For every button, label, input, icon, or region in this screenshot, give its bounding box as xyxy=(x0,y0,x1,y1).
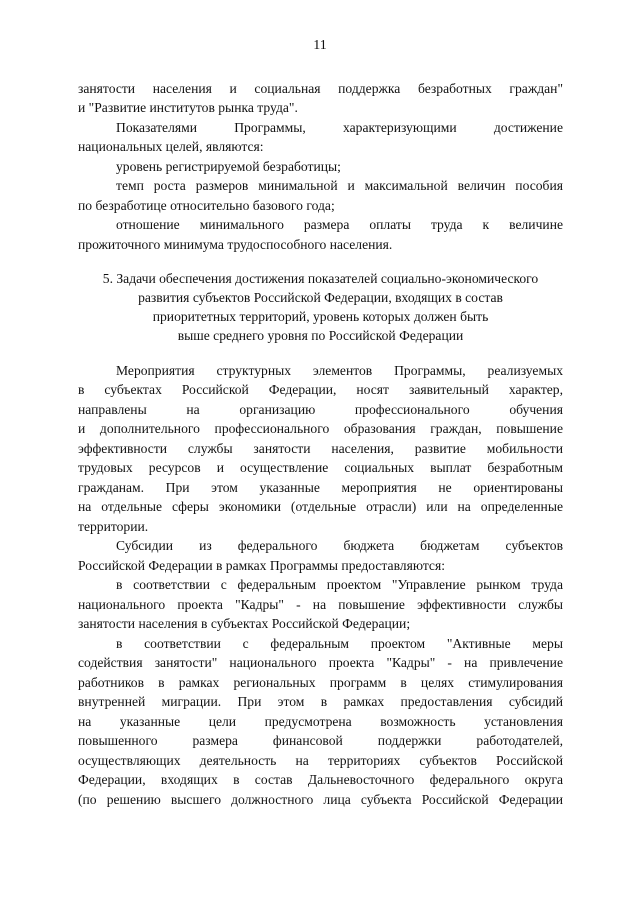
text-line: на отдельные сферы экономики (отдельные отрасли) или на определенные xyxy=(78,499,563,514)
text-line: работников в рамках региональных программ в целях стимулирования xyxy=(78,675,563,690)
text-line: прожиточного минимума трудоспособного населения. xyxy=(78,237,393,252)
text-line: трудовых ресурсов и осуществление социальных выплат безработным xyxy=(78,460,563,475)
text-line: на указанные цели предусмотрена возможность установления xyxy=(78,714,563,729)
text-line: (по решению высшего должностного лица субъекта Российской Федерации xyxy=(78,792,563,807)
text-line: Показателями Программы, характеризующими достижение xyxy=(116,120,563,135)
text-line: по безработице относительно базового года; xyxy=(78,198,335,213)
text-line: в субъектах Российской Федерации, носят заявительный характер, xyxy=(78,382,563,397)
section-heading-line: развития субъектов Российской Федерации, входящих в состав xyxy=(138,290,503,305)
section-heading-line: выше среднего уровня по Российской Федерации xyxy=(177,328,464,343)
text-line: отношение минимального размера оплаты труда к величине xyxy=(116,217,563,232)
text-line: темп роста размеров минимальной и максимальной величин пособия xyxy=(116,178,563,193)
text-line: в соответствии с федеральным проектом "Управление рынком труда xyxy=(116,577,563,592)
section-heading-line: 5. Задачи обеспечения достижения показателей социально-экономического xyxy=(102,271,539,286)
text-line: осуществляющих деятельность на территориях субъектов Российской xyxy=(78,753,563,768)
text-line: территории. xyxy=(78,519,149,534)
text-line: в соответствии с федеральным проектом "Активные меры xyxy=(116,636,563,651)
text-line: содействия занятости" национального проекта "Кадры" - на привлечение xyxy=(78,655,563,670)
section-heading-line: приоритетных территорий, уровень которых должен быть xyxy=(152,309,489,324)
text-line: Федерации, входящих в состав Дальневосточного федерального округа xyxy=(78,772,563,787)
text-line: национальных целей, являются: xyxy=(78,139,264,154)
text-line: эффективности службы занятости населения, развитие мобильности xyxy=(78,441,563,456)
text-line: внутренней миграции. При этом в рамках предоставления субсидий xyxy=(78,694,563,709)
text-line: повышенного размера финансовой поддержки работодателей, xyxy=(78,733,563,748)
text-line: и дополнительного профессионального образования граждан, повышение xyxy=(78,421,563,436)
text-line: направлены на организацию профессионального обучения xyxy=(78,402,563,417)
text-line: гражданам. При этом указанные мероприятия не ориентированы xyxy=(78,480,563,495)
text-line: национального проекта "Кадры" - на повышение эффективности службы xyxy=(78,597,563,612)
text-line: занятости населения и социальная поддержка безработных граждан" xyxy=(78,81,563,96)
text-line: занятости населения в субъектах Российской Федерации; xyxy=(78,616,411,631)
text-line: Российской Федерации в рамках Программы предоставляются: xyxy=(78,558,445,573)
text-line: Мероприятия структурных элементов Программы, реализуемых xyxy=(116,363,563,378)
text-line: Субсидии из федерального бюджета бюджетам субъектов xyxy=(116,538,563,553)
text-line: уровень регистрируемой безработицы; xyxy=(116,159,341,174)
text-line: и "Развитие институтов рынка труда". xyxy=(78,100,298,115)
page-number: 11 xyxy=(313,38,327,53)
